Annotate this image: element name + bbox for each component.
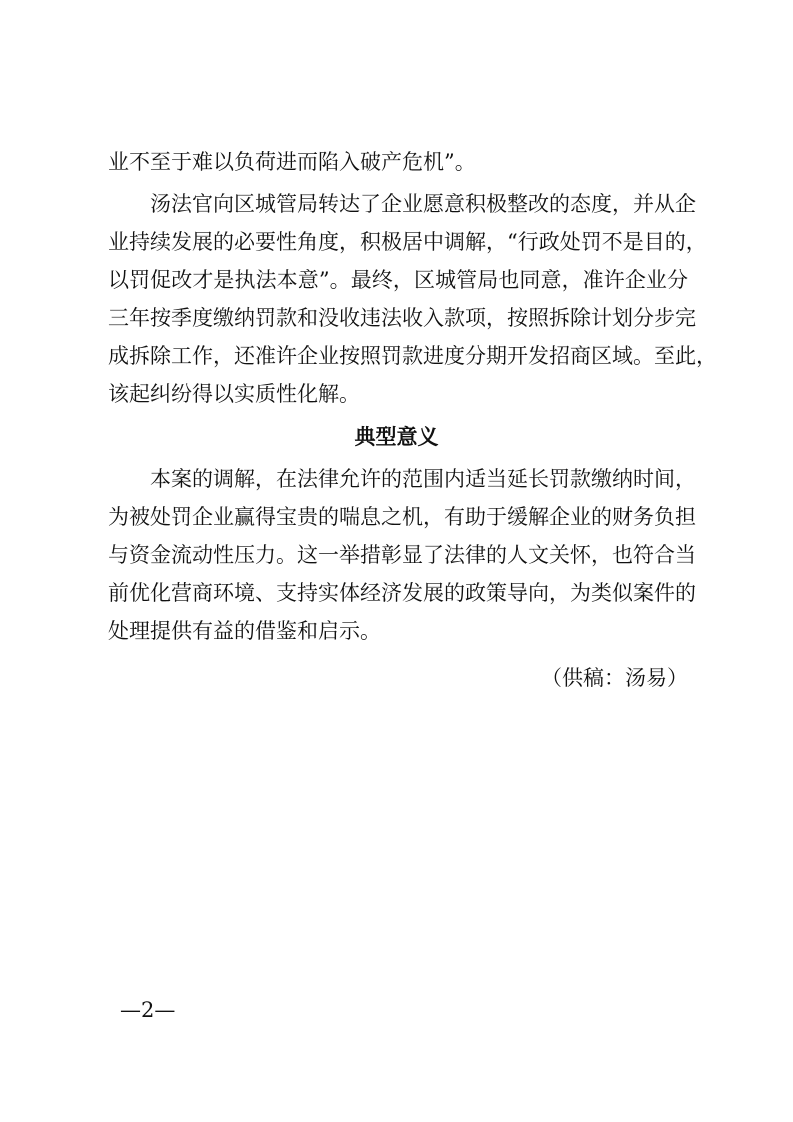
page-number: —2— (120, 998, 176, 1022)
paragraph-line: 本案的调解，在法律允许的范围内适当延长罚款缴纳时间， (150, 467, 696, 491)
section-heading: 典型意义 (354, 425, 439, 449)
paragraph-line: 与资金流动性压力。这一举措彰显了法律的人文关怀，也符合当 (108, 543, 696, 567)
paragraph-line: 以罚促改才是执法本意”。最终，区城管局也同意，准许企业分 (108, 268, 688, 292)
paragraph-line: 处理提供有益的借鉴和启示。 (108, 619, 381, 643)
paragraph-line: 业不至于难以负荷进而陷入破产危机”。 (108, 150, 476, 174)
paragraph-line: 业持续发展的必要性角度，积极居中调解，“行政处罚不是目的， (108, 230, 707, 254)
paragraph-line: 三年按季度缴纳罚款和没收违法收入款项，按照拆除计划分步完 (108, 306, 696, 330)
author-credit: （供稿：汤易） (541, 666, 688, 690)
paragraph-line: 成拆除工作，还准许企业按照罚款进度分期开发招商区域。至此， (108, 344, 717, 368)
paragraph-line: 前优化营商环境、支持实体经济发展的政策导向，为类似案件的 (108, 581, 696, 605)
paragraph-line: 该起纠纷得以实质性化解。 (108, 382, 360, 406)
paragraph-line: 为被处罚企业赢得宝贵的喘息之机，有助于缓解企业的财务负担 (108, 505, 696, 529)
paragraph-line: 汤法官向区城管局转达了企业愿意积极整改的态度，并从企 (150, 192, 696, 216)
